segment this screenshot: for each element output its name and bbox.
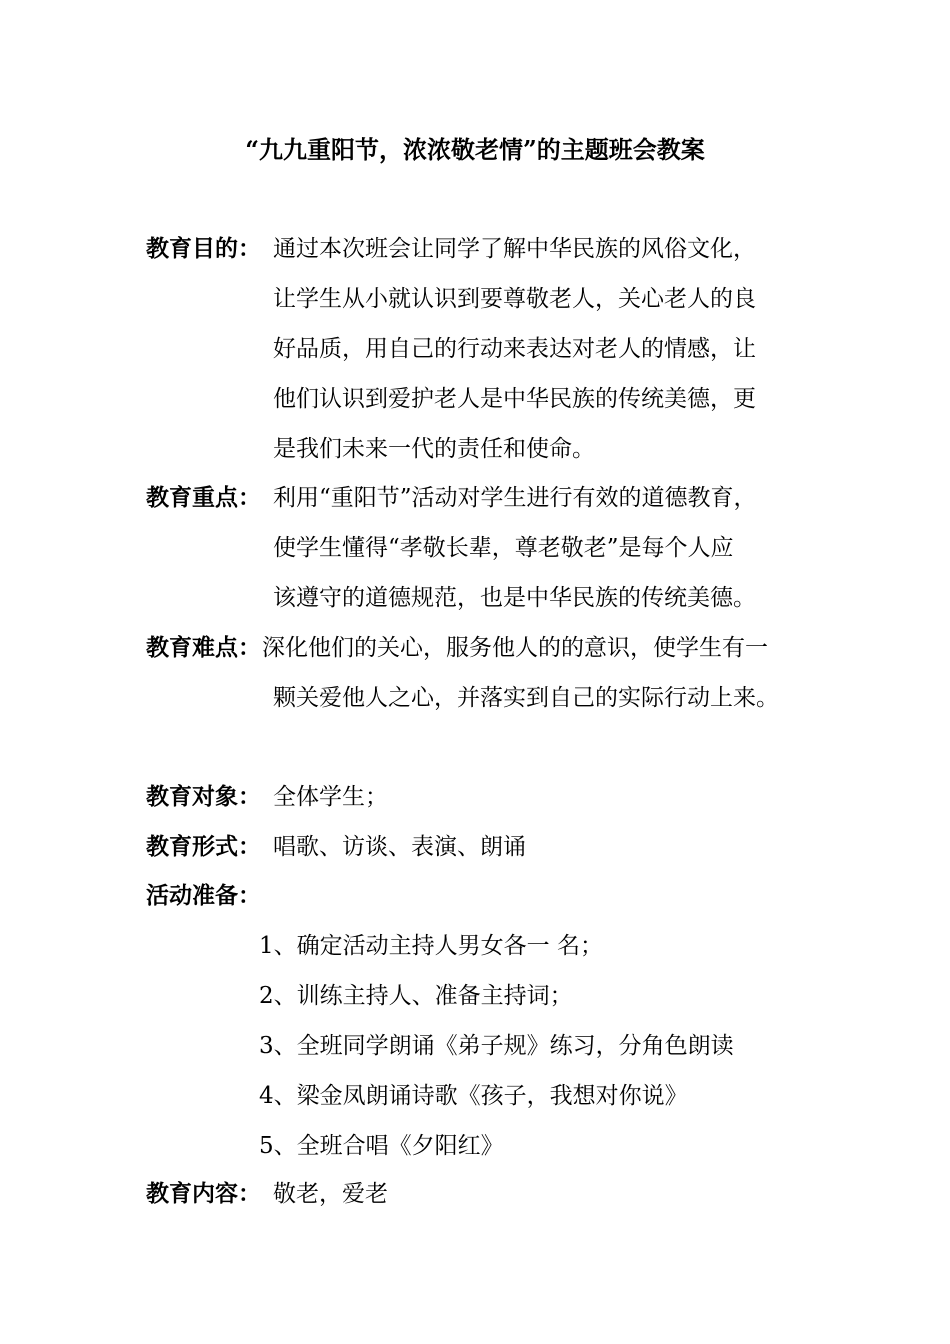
difficulty-section [146,631,846,731]
audience-row [146,780,846,830]
purpose-label: 教育目的： [146,235,261,262]
preparation-item-2: 2、训练主持人、准备主持词； [259,983,573,1009]
purpose-row-3 [146,332,846,382]
preparation-section [146,879,846,1179]
focus-row-1 [146,481,846,531]
audience-text: 全体学生； [273,784,388,810]
focus-line-1: 利用“重阳节”活动对学生进行有效的道德教育， [273,485,757,511]
difficulty-line-1: 深化他们的关心，服务他人的的意识，使学生有一 [262,635,768,661]
preparation-item [146,1079,846,1129]
difficulty-row-2 [146,681,846,731]
purpose-line-5: 是我们未来一代的责任和使命。 [273,436,595,462]
content-text: 敬老，爱老 [273,1181,388,1207]
purpose-line-2: 让学生从小就认识到要尊敬老人，关心老人的良 [273,286,756,312]
content-row [146,1177,846,1227]
purpose-row-2 [146,282,846,332]
preparation-item [146,979,846,1029]
format-label: 教育形式： [146,833,261,860]
preparation-item-1: 1、确定活动主持人男女各一 名； [259,933,603,959]
format-section [146,830,846,880]
preparation-item [146,929,846,979]
focus-row-2 [146,531,846,581]
content-section [146,1177,846,1227]
preparation-item-4: 4、梁金凤朗诵诗歌《孩子，我想对你说》 [259,1083,688,1109]
document-title: “九九重阳节，浓浓敬老情”的主题班会教案 [245,135,705,164]
focus-label: 教育重点： [146,484,261,511]
format-text: 唱歌、访谈、表演、朗诵 [273,834,526,860]
purpose-row-4 [146,382,846,432]
preparation-item [146,1129,846,1179]
preparation-item-5: 5、全班合唱《夕阳红》 [259,1133,504,1159]
audience-section [146,780,846,830]
purpose-line-4: 他们认识到爱护老人是中华民族的传统美德，更 [273,386,756,412]
preparation-item [146,1029,846,1079]
focus-line-2: 使学生懂得“孝敬长辈，尊老敬老”是每个人应 [273,535,734,561]
difficulty-line-2: 颗关爱他人之心，并落实到自己的实际行动上来。 [273,685,779,711]
focus-row-3 [146,581,846,631]
difficulty-label: 教育难点： [146,634,261,661]
purpose-row-1 [146,232,846,282]
content-label: 教育内容： [146,1180,261,1207]
audience-label: 教育对象： [146,783,261,810]
purpose-row-5 [146,432,846,482]
purpose-section [146,232,846,482]
focus-line-3: 该遵守的道德规范，也是中华民族的传统美德。 [273,585,756,611]
purpose-line-3: 好品质，用自己的行动来表达对老人的情感，让 [273,336,756,362]
purpose-line-1: 通过本次班会让同学了解中华民族的风俗文化， [273,236,756,262]
format-row [146,830,846,880]
preparation-item-3: 3、全班同学朗诵《弟子规》练习，分角色朗读 [259,1033,734,1059]
preparation-label-row [146,879,846,929]
preparation-label: 活动准备： [146,882,261,909]
difficulty-row-1 [146,631,846,681]
focus-section [146,481,846,631]
